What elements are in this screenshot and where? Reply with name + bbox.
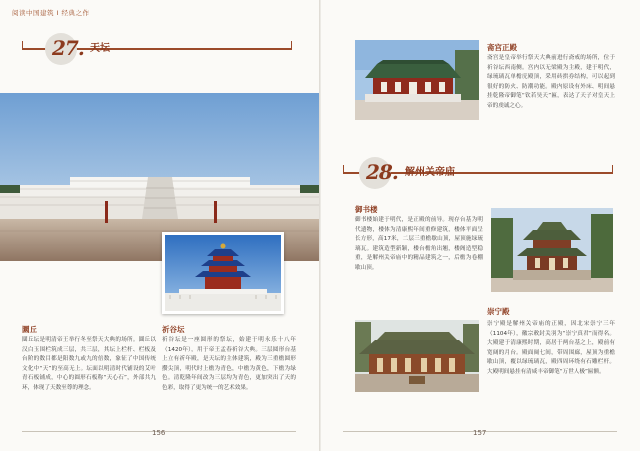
subsection-text-yuanqiu: 圜丘坛是明清帝王举行冬至祭天大典的场所。圜丘以汉白玉围栏筑成三层，共三层，其坛上栏杆、栏板及台阶的数目都是阳数九或九的倍数，象征了中国传统文化中“天”的至高无上。坛面以明清时代铺设的艾叶青石板铺成，中心的圆形石板称“天心石”，外部共九环，体现了天数至尊的理念。 (22, 337, 156, 391)
subsection-text-yushulou: 御书楼始建于明代，是正殿的前导。现存台基为明代遗物，楼体为清康熙年间重修建筑，楼体平面呈长方形，高17米，二层三重檐歇山顶，屋顶施绿琉璃瓦。建筑造型新颖，楼台檐角出翘，楼阁造型稳重，是解州关帝庙中的精品建筑之一，后檐为卷棚歇山顶。 (355, 217, 483, 271)
yushulou-photo-image (491, 208, 613, 292)
section-header-28 (321, 154, 640, 184)
subsection-title-qigutan: 祈谷坛 (162, 325, 185, 334)
block-title-fasting-palace: 斋宫正殿 (487, 43, 517, 52)
subsection-title-yushulou: 御书楼 (355, 205, 378, 214)
section-rule-tick (291, 41, 292, 49)
page-number: 156 (152, 429, 166, 437)
chongning-photo-image (355, 320, 479, 392)
section-number: 27. (52, 36, 84, 60)
block-text-fasting-palace: 斋宫是皇帝举行祭天大典前进行斋戒的场所，位于祈谷坛西南侧。宫内以无梁殿为主殿，建于明代，绿琉璃瓦单檐庑殿顶，采用砖拱券结构，可以起到很好的防火、防潮功能。殿内原设有外床、明间悬挂乾隆帝御笔“钦若昊天”匾，表达了天子对皇天上帝的虔诚之心。 (487, 55, 615, 109)
fasting-palace-photo (355, 40, 479, 120)
subsection-text-qigutan: 祈谷坛是一座圆形的祭坛，始建于明永乐十八年（1420年），用于帝王孟春祈谷大典。三层圆形台基上立有祈年殿，是天坛的主体建筑，殿为三重檐圆形攒尖顶，明代时上檐为青色，中檐为黄色，下檐为绿色。清乾隆年间改为三层均为青色，更加突出了天的色彩，取得了更为统一的艺术效果。 (162, 337, 296, 391)
hall-photo-image (165, 235, 281, 311)
hall-photo (162, 232, 284, 314)
page-number: 157 (473, 429, 487, 437)
section-header-27 (0, 30, 319, 60)
yushulou-photo (491, 208, 613, 292)
subsection-title-yuanqiu: 圜丘 (22, 325, 37, 334)
chongning-photo (355, 320, 479, 392)
section-title: 天坛 (90, 43, 110, 54)
fasting-palace-photo-image (355, 40, 479, 120)
subsection-title-chongningdian: 崇宁殿 (487, 307, 510, 316)
left-page (0, 0, 319, 451)
subsection-text-chongningdian: 崇宁殿是解州关帝庙的正殿，因北宋崇宁三年（1104年），徽宗敕封关羽为“崇宁真君”而得名。大殿建于清康熙时期，高居于两台基之上，殿前有宽阔的月台。殿面阔七间，带周围廊，屋顶为重檐歇山顶，覆以绿琉璃瓦，殿四周环绕有石雕栏杆。大殿明间悬挂有清咸丰帝御笔“万世人极”匾额。 (487, 321, 615, 375)
section-rule-tick (22, 41, 23, 49)
section-number: 28. (366, 160, 398, 184)
section-title: 解州关帝庙 (405, 167, 455, 178)
running-head: 阅读中国建筑 Ⅰ 经典之作 (12, 9, 90, 17)
section-rule-tick (343, 165, 344, 173)
section-rule-tick (612, 165, 613, 173)
right-page (321, 0, 640, 451)
